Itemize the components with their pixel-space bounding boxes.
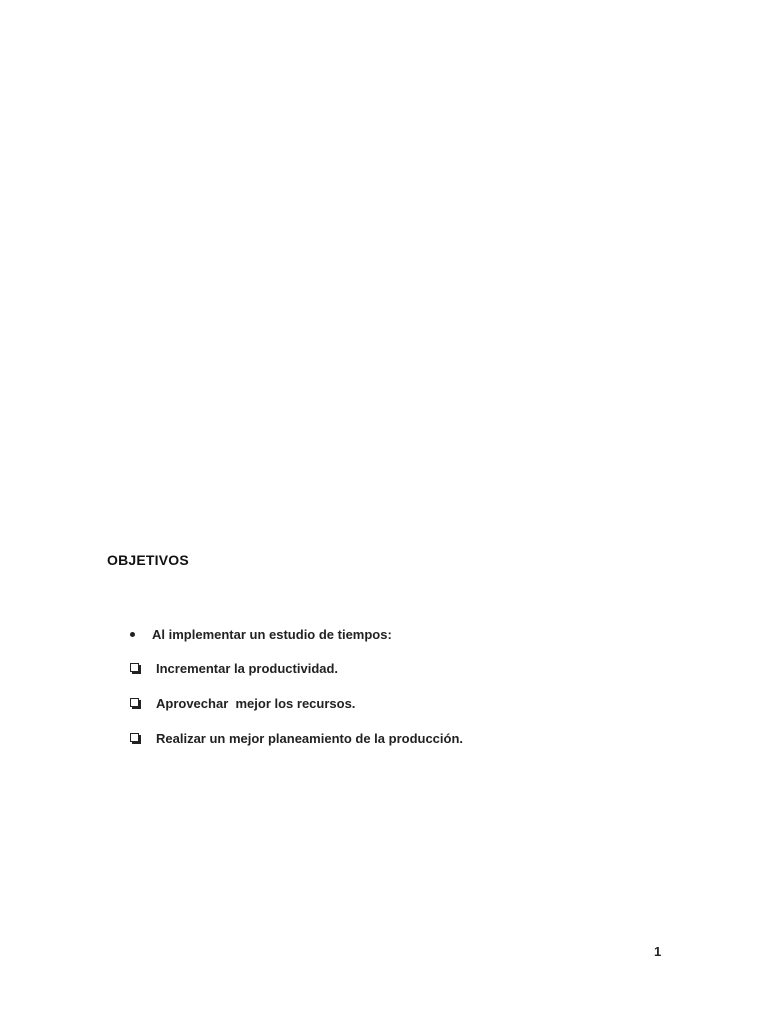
- objective-item: [130, 696, 355, 711]
- section-heading: OBJETIVOS: [107, 552, 189, 568]
- checkbox-square-icon: [130, 698, 139, 707]
- intro-bullet-item: [130, 627, 392, 642]
- checkbox-square-icon: [130, 733, 139, 742]
- objective-text: Realizar un mejor planeamiento de la producción.: [156, 731, 464, 746]
- intro-text: Al implementar un estudio de tiempos:: [152, 627, 392, 642]
- page-number: 1: [654, 944, 662, 959]
- objective-item: [130, 731, 463, 746]
- objective-text: Aprovechar mejor los recursos.: [156, 696, 356, 711]
- objective-text: Incrementar la productividad.: [156, 661, 339, 676]
- checkbox-square-icon: [130, 663, 139, 672]
- bullet-dot-icon: [130, 632, 135, 637]
- objective-item: [130, 661, 338, 676]
